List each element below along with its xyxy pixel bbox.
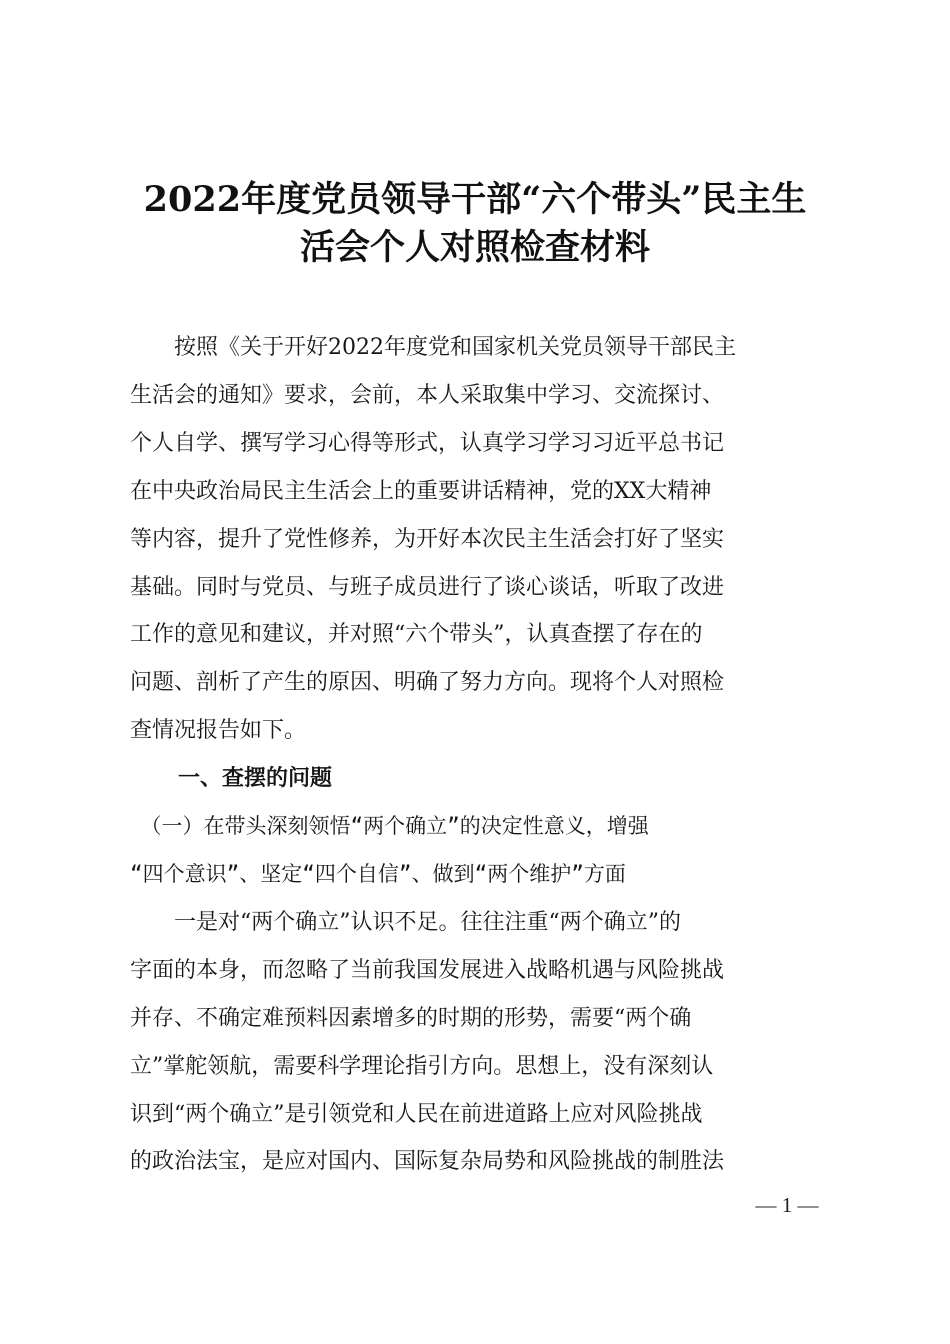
point-line: 识到“两个确立”是引领党和人民在前进道路上应对风险挑战 [130, 1101, 703, 1127]
section-heading: 一、查摆的问题 [178, 766, 333, 792]
intro-line: 基础。同时与党员、与班子成员进行了谈心谈话，听取了改进 [130, 574, 725, 600]
intro-line: 按照《关于开好2022年度党和国家机关党员领导干部民主 [130, 335, 736, 360]
intro-line: 个人自学、撰写学习心得等形式，认真学习学习习近平总书记 [130, 430, 725, 456]
title-line-1: 2022年度党员领导干部“六个带头”民主生 [143, 179, 807, 220]
intro-line: 等内容，提升了党性修养，为开好本次民主生活会打好了坚实 [130, 526, 725, 552]
subsection-heading [130, 803, 830, 899]
point-line: 的政治法宝，是应对国内、国际复杂局势和风险挑战的制胜法 [130, 1149, 725, 1175]
intro-line: 生活会的通知》要求，会前，本人采取集中学习、交流探讨、 [130, 382, 725, 408]
intro-line: 查情况报告如下。 [130, 718, 307, 744]
subsection-line: “四个意识”、坚定“四个自信”、做到“两个维护”方面 [130, 861, 626, 886]
intro-paragraph [130, 324, 830, 755]
point-line: 立”掌舵领航，需要科学理论指引方向。思想上，没有深刻认 [130, 1053, 714, 1079]
point-line: 并存、不确定难预料因素增多的时期的形势，需要“两个确 [130, 1005, 692, 1031]
intro-line: 工作的意见和建议，并对照“六个带头”，认真查摆了存在的 [130, 622, 703, 648]
point-paragraph [130, 899, 830, 1186]
document-title [110, 176, 840, 272]
intro-line: 在中央政治局民主生活会上的重要讲话精神，党的XX大精神 [130, 478, 712, 504]
page-number: — 1 — [755, 1193, 819, 1217]
intro-line: 问题、剖析了产生的原因、明确了努力方向。现将个人对照检 [130, 670, 725, 696]
point-line: 一是对“两个确立”认识不足。往往注重“两个确立”的 [130, 909, 681, 935]
subsection-line: （一）在带头深刻领悟“两个确立”的决定性意义，增强 [130, 814, 649, 839]
title-line-2: 活会个人对照检查材料 [299, 227, 650, 268]
point-line: 字面的本身，而忽略了当前我国发展进入战略机遇与风险挑战 [130, 957, 725, 983]
document-body [130, 324, 830, 1186]
